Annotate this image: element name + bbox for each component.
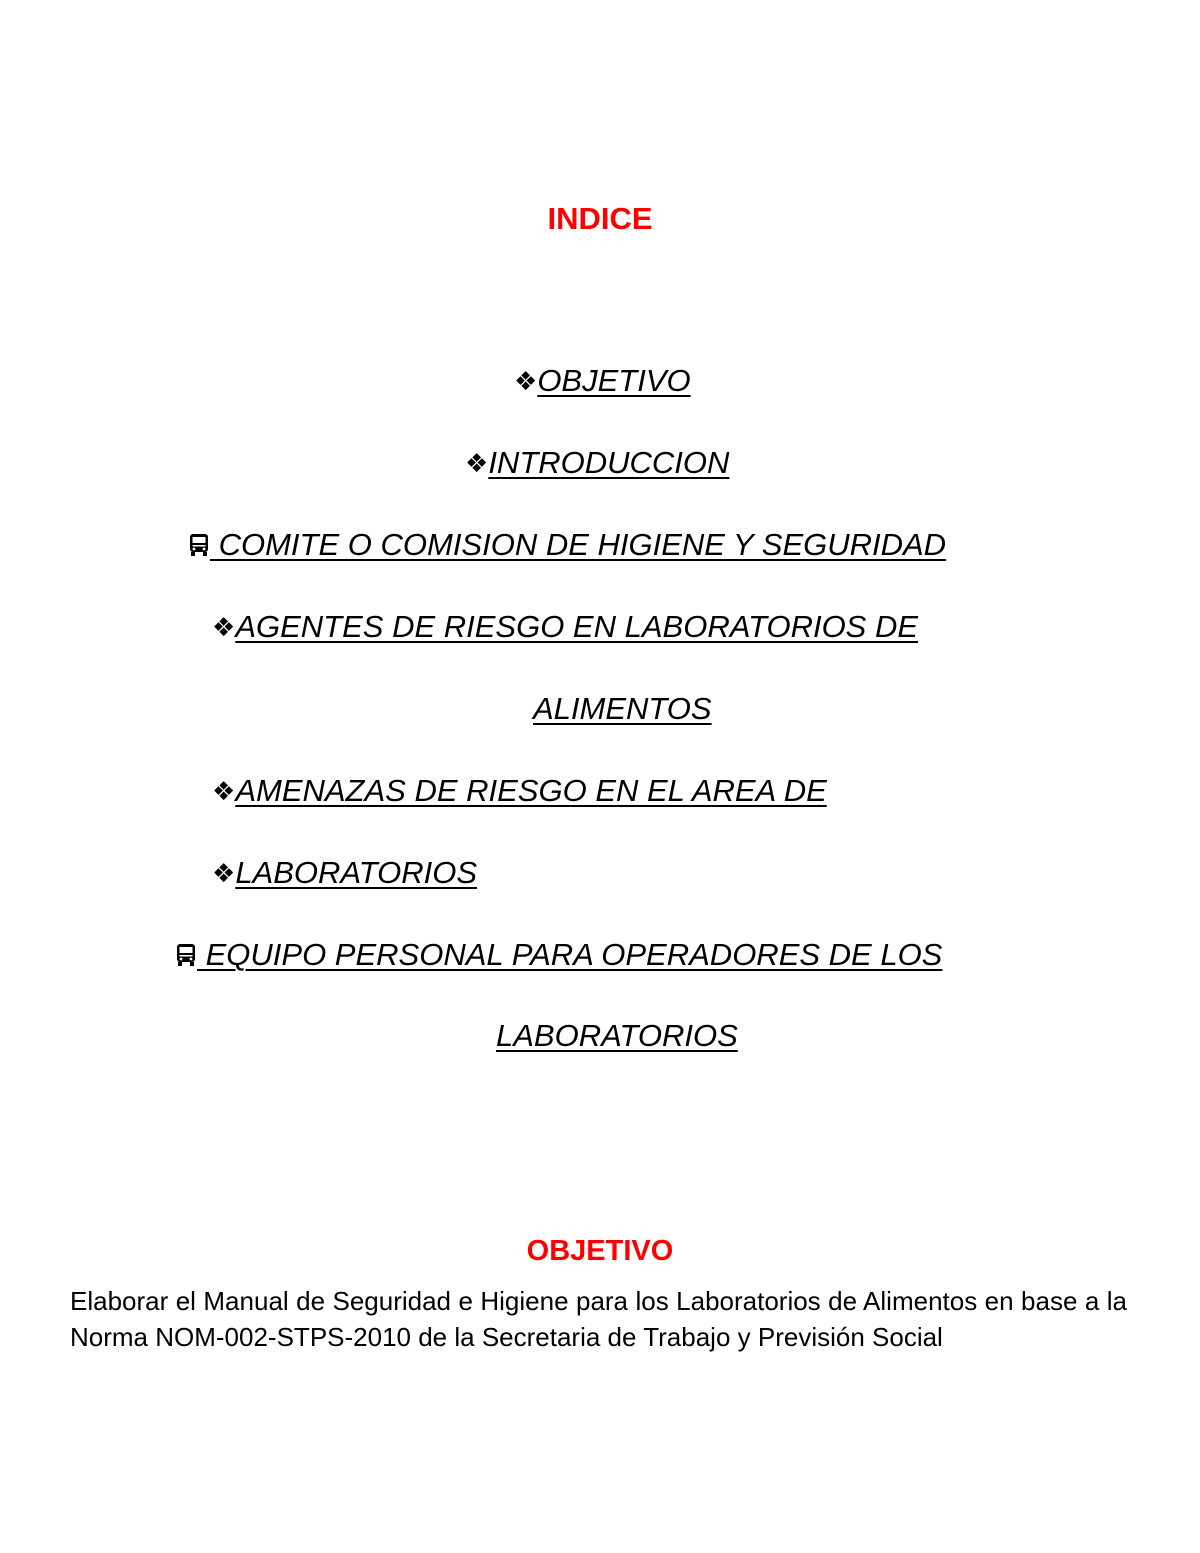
toc-item-label[interactable]: AGENTES DE RIESGO EN LABORATORIOS DE <box>235 609 919 644</box>
toc-item-label[interactable]: OBJETIVO <box>537 363 691 398</box>
toc-item-comite[interactable] <box>188 525 946 565</box>
toc-item-label[interactable]: ALIMENTOS <box>533 691 712 726</box>
toc-item-objetivo[interactable] <box>514 361 691 401</box>
diamond-bullet-icon: ❖ <box>212 612 236 642</box>
toc-item-label[interactable]: COMITE O COMISION DE HIGIENE Y SEGURIDAD <box>210 527 947 562</box>
diamond-bullet-icon: ❖ <box>465 448 489 478</box>
objetivo-section-title: OBJETIVO <box>526 1235 674 1267</box>
toc-item-laboratorios[interactable] <box>212 853 477 893</box>
toc-item-agentes-de-riesgo-continued[interactable] <box>533 689 712 729</box>
diamond-bullet-icon: ❖ <box>514 366 538 396</box>
toc-item-amenazas-de-riesgo[interactable] <box>212 771 827 811</box>
toc-item-label[interactable]: EQUIPO PERSONAL PARA OPERADORES DE LOS <box>197 937 943 972</box>
toc-item-label[interactable]: AMENAZAS DE RIESGO EN EL AREA DE <box>235 773 827 808</box>
diamond-bullet-icon: ❖ <box>212 858 236 888</box>
diamond-bullet-icon: ❖ <box>212 776 236 806</box>
toc-item-label[interactable]: INTRODUCCION <box>488 445 730 480</box>
toc-item-introduccion[interactable] <box>465 443 729 483</box>
toc-item-label[interactable]: LABORATORIOS <box>496 1018 738 1053</box>
objetivo-paragraph: Elaborar el Manual de Seguridad e Higiene para los Laboratorios de Alimentos en base a la Norma NOM-002-STPS-2010 de la Secretaria de Trabajo y Previsión Social <box>70 1286 1127 1352</box>
toc-item-agentes-de-riesgo[interactable] <box>212 607 918 647</box>
toc-item-label[interactable]: LABORATORIOS <box>235 855 478 890</box>
toc-item-equipo-personal[interactable] <box>175 935 942 975</box>
index-title: INDICE <box>547 201 653 236</box>
bus-icon <box>175 942 197 968</box>
toc-item-equipo-personal-continued[interactable] <box>496 1016 738 1056</box>
bus-icon <box>188 532 210 558</box>
